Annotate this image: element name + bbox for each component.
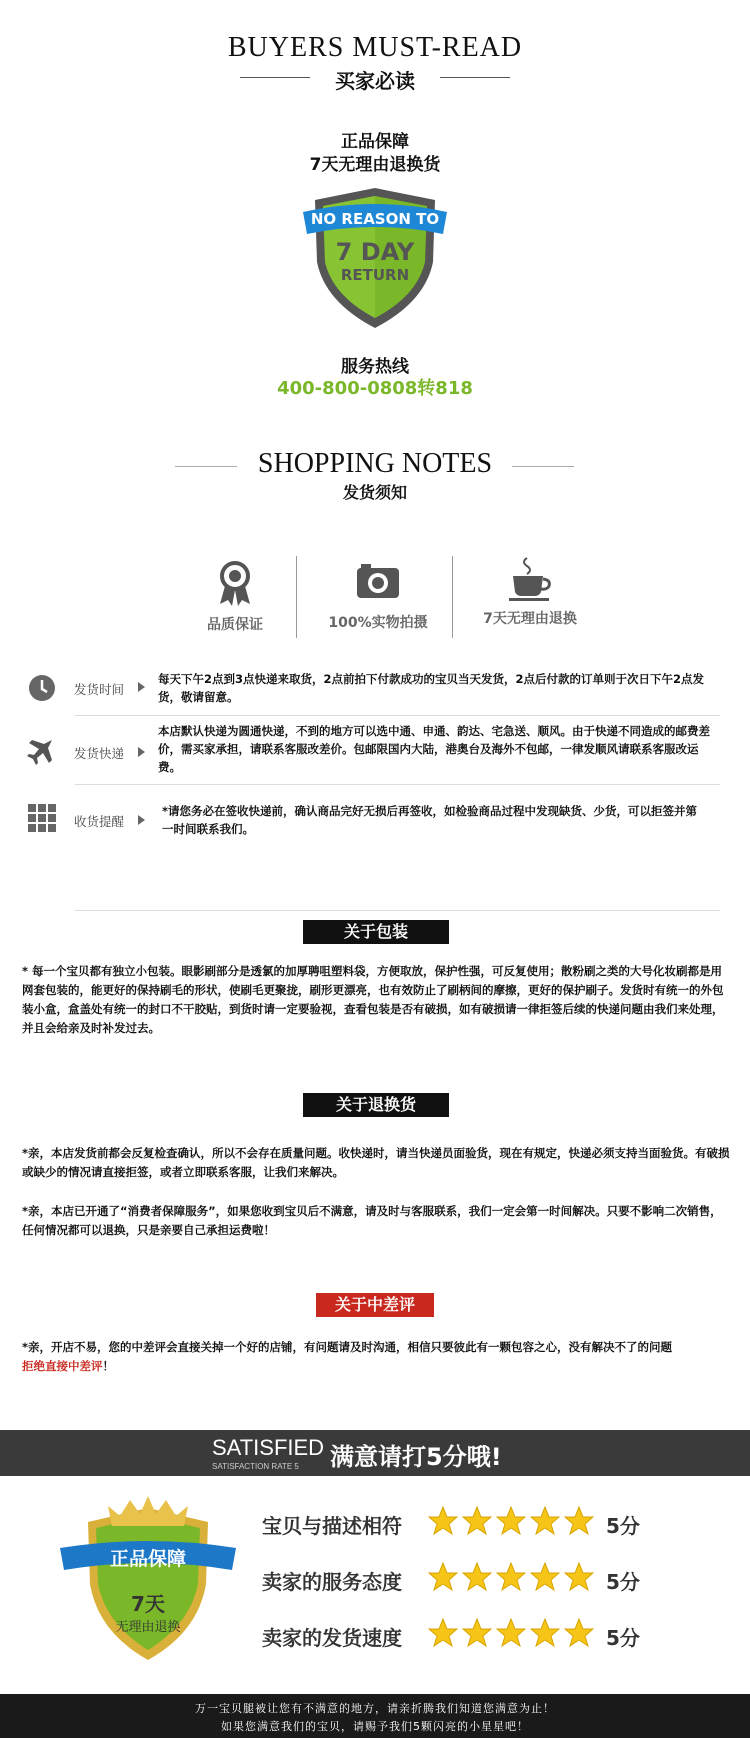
reviews-highlight: 拒绝直接中差评: [22, 1359, 103, 1373]
feature-photo: [318, 560, 438, 640]
rating-badge: [58, 1494, 238, 1664]
badge-line1: 7 DAY: [335, 238, 415, 266]
badge-bottom-text: 无理由退换: [115, 1620, 181, 1635]
info-text-courier: 本店默认快递为圆通快递，不到的地方可以选中通、申通、韵达、宅急送、顺风。由于快递不同造成的邮费差价，需买家承担，请联系客服改差价。包邮限国内大陆，港奥台及海外不包邮，一律发顺风请联系客服改运费。: [158, 724, 710, 774]
satisfied-banner: [0, 1430, 750, 1476]
rating-stars: [428, 1618, 598, 1648]
chevron-right-icon: [138, 747, 145, 757]
star-icon: [462, 1562, 492, 1592]
banner-en: SATISFIED: [212, 1435, 325, 1460]
rating-stars: [428, 1562, 598, 1592]
reviews-tail: ！: [102, 1359, 114, 1373]
award-ribbon-icon: [215, 560, 255, 608]
rating-label: 宝贝与描述相符: [262, 1514, 402, 1538]
feature-sep-2: [452, 556, 453, 638]
badge-ribbon-text: NO REASON TO: [310, 210, 440, 228]
info-row-ship-time: [0, 668, 750, 716]
rating-label: 卖家的服务态度: [262, 1570, 402, 1594]
badge-mid-text: 7天: [131, 1592, 165, 1616]
info-row-courier: [0, 720, 750, 782]
info-text-ship-time: 每天下午2点到3点快递来取货，2点前拍下付款成功的宝贝当天发货，2点后付款的订单则于次日下午2点发货，敬请留意。: [158, 672, 705, 704]
star-icon: [530, 1562, 560, 1592]
guarantee-line1: 正品保障: [341, 132, 409, 152]
feature-quality: [180, 560, 290, 640]
rating-score: 5分: [606, 1626, 640, 1650]
star-icon: [428, 1506, 458, 1536]
feature-return-label: 7天无理由退换: [483, 611, 577, 627]
shield-crown-icon: [58, 1494, 238, 1664]
info-text-receipt: *请您务必在签收快递前，确认商品完好无损后再签收，如检验商品过程中发现缺货、少货，可以拒签并第一时间联系我们。: [162, 804, 698, 836]
rating-stars: [428, 1506, 598, 1536]
footer-bar: [0, 1694, 750, 1738]
star-icon: [564, 1506, 594, 1536]
returns-text-1: *亲，本店发货前都会反复检查确认，所以不会存在质量问题。收快递时，请当快递员面验货，现在有规定，快递必须支持当面验货。有破损或缺少的情况请直接拒签，或者立即联系客服，让我们来解决。: [22, 1146, 730, 1179]
footer-line1: 万一宝贝腿被让您有不满意的地方，请亲折腾我们知道您满意为止！: [195, 1702, 555, 1715]
star-icon: [496, 1618, 526, 1648]
info-label-receipt: 收货提醒: [74, 814, 125, 829]
section-divider: [75, 910, 720, 911]
star-icon: [530, 1506, 560, 1536]
reviews-text: *亲，开店不易，您的中差评会直接关掉一个好的店铺，有问题请及时沟通，相信只要彼此有一颗包容之心，没有解决不了的问题: [22, 1340, 673, 1354]
guarantee-line2: 7天无理由退换货: [309, 155, 441, 175]
info-label-courier: 发货快递: [74, 746, 125, 761]
badge-line2: RETURN: [340, 266, 410, 284]
reviews-paragraph: [22, 1338, 730, 1376]
camera-icon: [355, 560, 401, 600]
packaging-heading: 关于包装: [303, 920, 449, 944]
star-icon: [428, 1618, 458, 1648]
feature-return: [470, 556, 590, 640]
chevron-right-icon: [138, 682, 145, 692]
coffee-cup-icon: [505, 556, 555, 602]
star-icon: [462, 1506, 492, 1536]
banner-cn: 满意请打5分哦!: [330, 1443, 502, 1471]
rating-score: 5分: [606, 1570, 640, 1594]
feature-quality-label: 品质保证: [207, 617, 263, 633]
star-icon: [496, 1506, 526, 1536]
packaging-text: * 每一个宝贝都有独立小包装。眼影刷部分是透氯的加厚聘咀塑料袋，方便取放，保护性强，可反复使用；散粉刷之类的大号化妆刷都是用网套包装的，能更好的保持刷毛的形状，使刷毛更聚拢，刷形更漂亮，也有效防止了刷柄间的摩擦，更好的保护刷子。发货时有统一的外包装小盒，盒盖处有统一的封口不干胶贴，到货时请一定要验视，查看包装是否有破损，如有破损请一律拒签后续的快递问题由我们来处理，并且会给亲及时补发过去。: [22, 964, 724, 1035]
rating-label: 卖家的发货速度: [262, 1626, 402, 1650]
star-icon: [564, 1618, 594, 1648]
returns-text-2: *亲，本店已开通了“消费者保障服务”，如果您收到宝贝后不满意，请及时与客服联系，我们一定会第一时间解决。只要不影响二次销售，任何情况都可以退换，只是亲要自己承担运费啦！: [22, 1204, 722, 1237]
hotline-label: 服务热线: [341, 357, 409, 377]
star-icon: [564, 1562, 594, 1592]
grid-icon: [28, 804, 56, 832]
star-icon: [428, 1562, 458, 1592]
buyers-title-en: BUYERS MUST-READ: [227, 32, 523, 63]
airplane-icon: [26, 734, 58, 766]
feature-sep-1: [296, 556, 297, 638]
info-divider-2: [75, 784, 720, 785]
chevron-right-icon: [138, 815, 145, 825]
info-label-ship-time: 发货时间: [74, 682, 125, 697]
footer-line2: 如果您满意我们的宝贝，请赐予我们5颗闪亮的小星星吧！: [221, 1720, 529, 1733]
info-row-receipt: [0, 796, 750, 846]
info-divider-1: [75, 715, 720, 716]
rating-score: 5分: [606, 1514, 640, 1538]
star-icon: [496, 1562, 526, 1592]
shopping-title-en: SHOPPING NOTES: [257, 448, 493, 479]
shopping-title-cn: 发货须知: [342, 483, 407, 502]
clock-icon: [28, 674, 56, 702]
feature-photo-label: 100%实物拍摄: [328, 615, 428, 631]
reviews-heading: 关于中差评: [316, 1293, 434, 1317]
buyers-title-cn: 买家必读: [335, 69, 415, 93]
star-icon: [530, 1618, 560, 1648]
banner-sub: SATISFACTION RATE 5: [212, 1462, 299, 1471]
hotline-number: 400-800-0808转818: [277, 378, 473, 399]
star-icon: [462, 1618, 492, 1648]
returns-heading: 关于退换货: [303, 1093, 449, 1117]
badge-top-text: 正品保障: [109, 1548, 186, 1570]
